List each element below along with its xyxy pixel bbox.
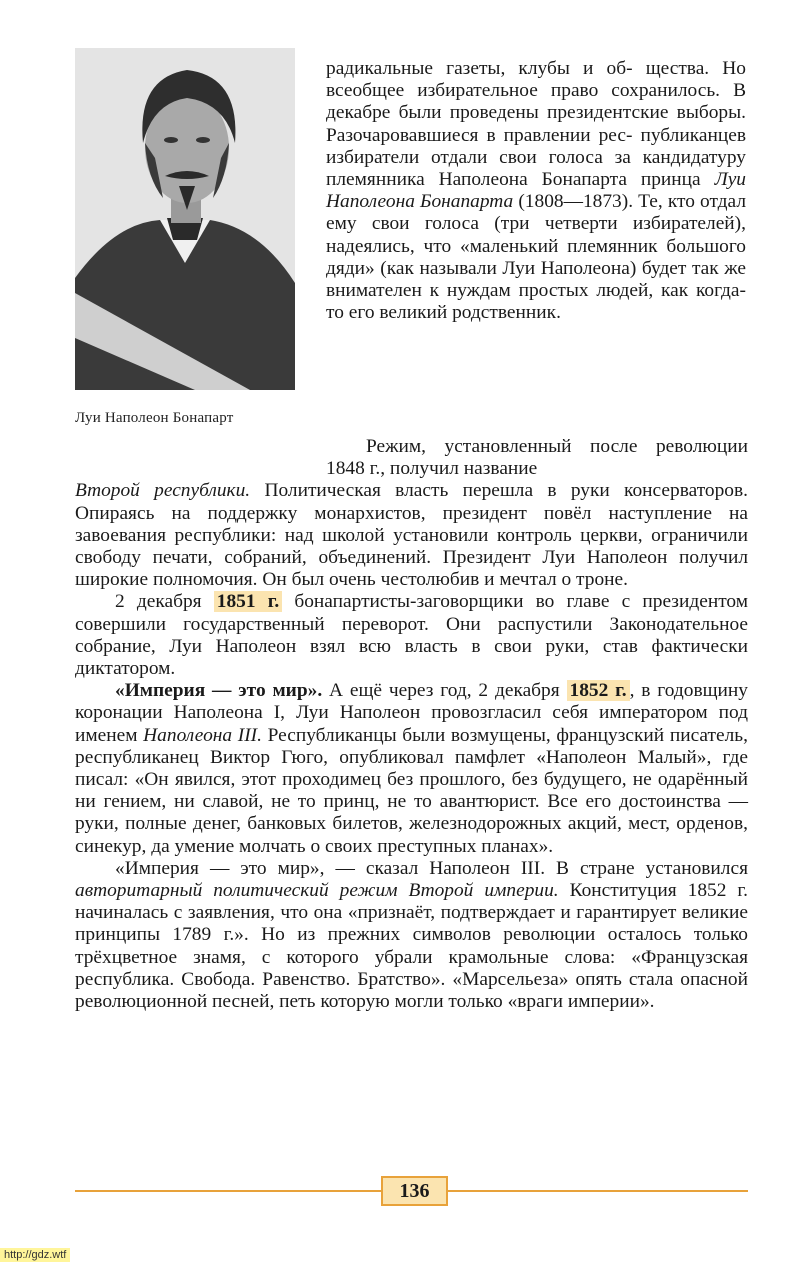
page-number: 136	[381, 1176, 448, 1206]
text-column-top	[326, 58, 746, 324]
footer-divider-right	[448, 1190, 748, 1192]
italic-name: Луи	[714, 169, 746, 191]
paragraph-2: Режим, установленный после революции 1848 г., получил название	[326, 436, 748, 480]
date-highlight-1852: 1852 г.	[567, 680, 630, 701]
footer-divider-left	[75, 1190, 381, 1192]
watermark-link[interactable]: http://gdz.wtf	[0, 1248, 70, 1262]
portrait-caption: Луи Наполеон Бонапарт	[75, 410, 234, 426]
italic-name-2: Наполеона Бонапарта	[326, 191, 514, 213]
section-heading: «Империя — это мир».	[115, 680, 323, 702]
text-column-main	[75, 436, 748, 1013]
paragraph-1: радикальные газеты, клубы и об- щества. Но всеобщее избирательное право сохранилось. В декабре были проведены президентские выборы. Разочаровавшиеся в правлении рес- публиканцев избиратели отдали свои голоса за кандидатуру племянника Наполеона Бонапарта принца Луи Наполеона Бонапарта (1808—1873). Те, кто отдал ему свои голоса (три четверти избирателей), надеялись, что «маленький племянник большого дяди» (как называли Луи Наполеона) будет так же внимателен к нуждам простых людей, как когда-то его великий родственник.	[326, 58, 747, 324]
paragraph-3: 2 декабря 1851 г. бонапартисты-заговорщики во главе с президентом совершили государственный переворот. Они распустили Законодательное собрание, Луи Наполеон взял всю власть в свои руки, став фактически диктатором.	[75, 591, 749, 680]
date-highlight-1851: 1851 г.	[214, 591, 282, 612]
paragraph-4: «Империя — это мир». А ещё через год, 2 декабря 1852 г. , в годовщину коронации Наполеона I, Луи Наполеон провозгласил себя императором под именем Наполеона III. Республиканцы были возмущены, французский писатель, республиканец Виктор Гюго, опубликовал памфлет «Наполеон Малый», где писал: «Он явился, этот проходимец без прошлого, без будущего, не одарённый ни гением, ни славой, не то принц, не то авантюрист. Все его достоинства — руки, полные денег, банковых билетов, железнодорожных акций, мест, орденов, синекур, да умение молчать о своих преступных планах».	[75, 680, 749, 857]
paragraph-5: «Империя — это мир», — сказал Наполеон III. В стране установился авторитарный политический режим Второй империи. Конституция 1852 г. начиналась с заявления, что она «признаёт, подтверждает и гарантирует великие принципы 1789 г.». Но из прежних символов революции осталось только трёхцветное знамя, с которого убрали крамольные слова: «Французская республика. Свобода. Равенство. Братство». «Марсельеза» опять стала опасной революционной песней, петь которую могли только «враги империи».	[75, 857, 748, 1013]
paragraph-2-cont: Второй республики. Политическая власть перешла в руки консерваторов. Опираясь на поддержку монархистов, президент повёл наступление на завоевания республики: над школой установили контроль церкви, ограничили свободу печати, собраний, объединений. Президент Луи Наполеон получил широкие полномочия. Он был очень честолюбив и мечтал о троне.	[75, 480, 749, 591]
portrait-image	[75, 48, 295, 390]
